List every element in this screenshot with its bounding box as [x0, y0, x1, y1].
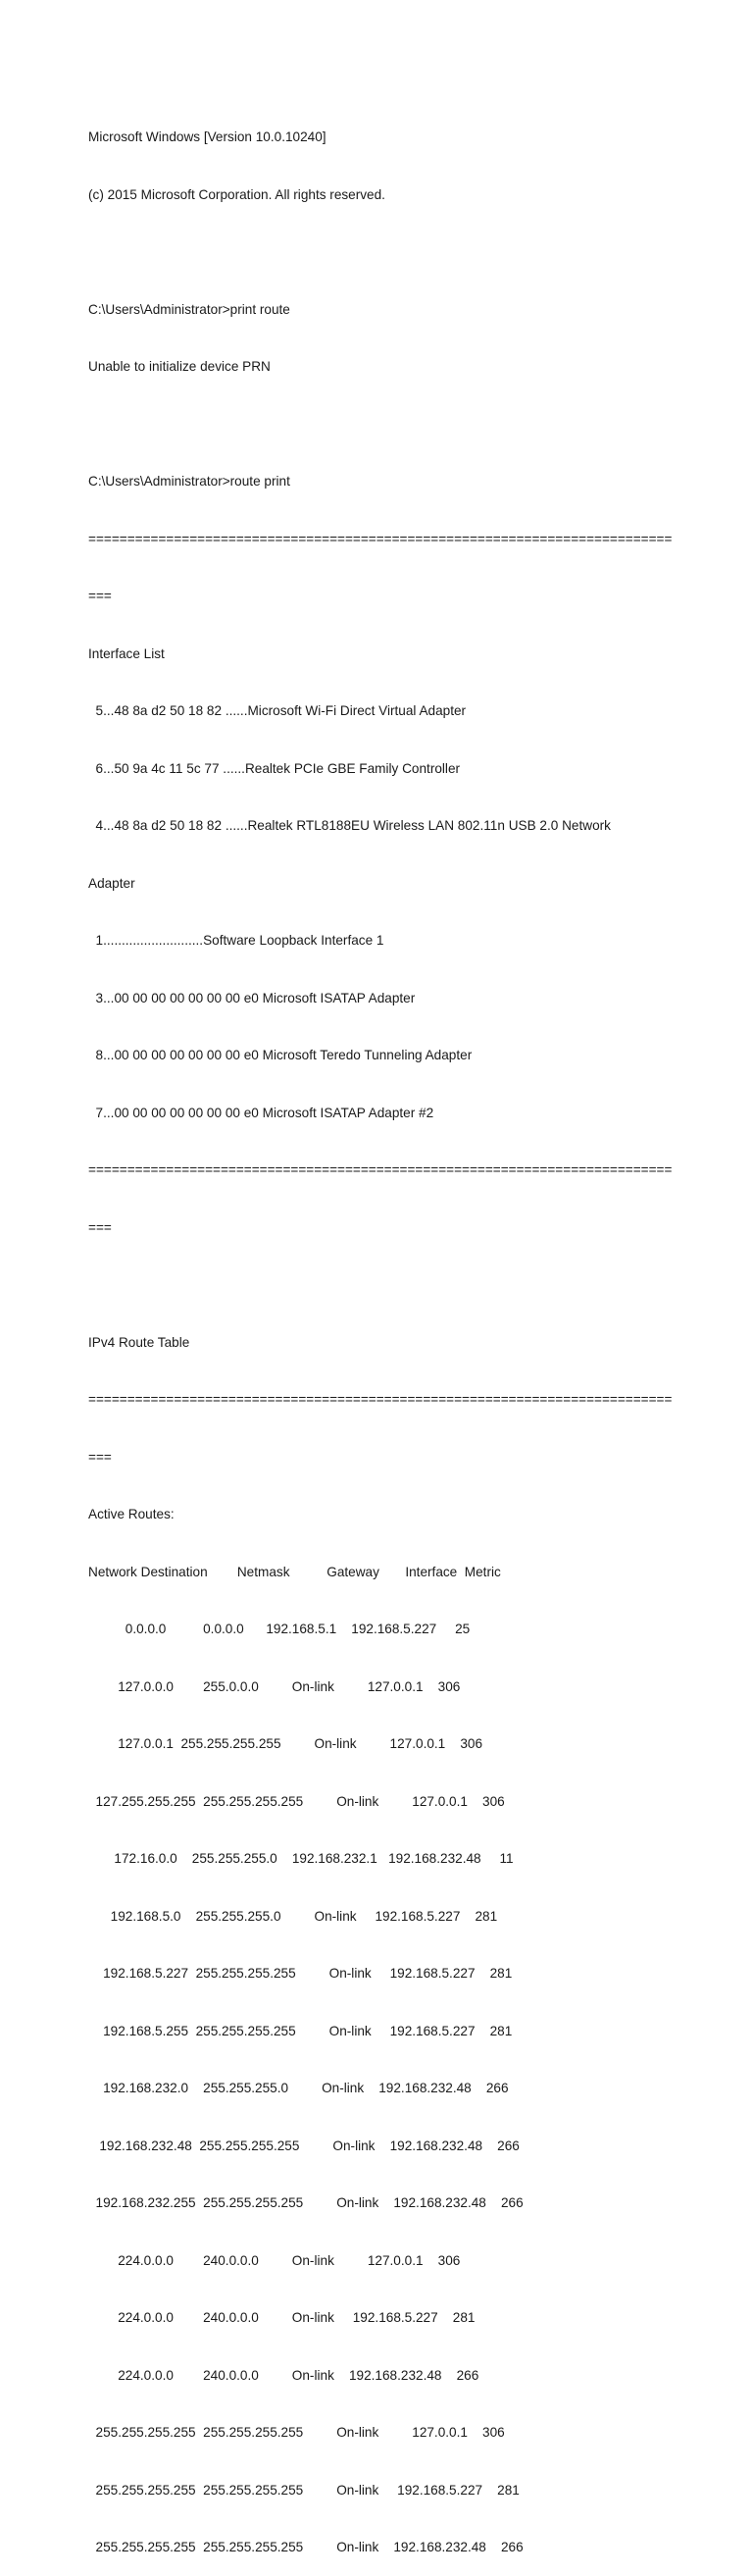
separator-line: ===========================================================================: [88, 1162, 673, 1177]
document-line: Microsoft Windows [Version 10.0.10240]: [88, 129, 326, 144]
route-row: 192.168.232.255 255.255.255.255 On-link 192.168.232.48 266: [88, 2195, 524, 2210]
document-line: [88, 242, 677, 262]
interface-entry: 1...........................Software Loopback Interface 1: [88, 933, 384, 948]
interface-entry: 7...00 00 00 00 00 00 00 e0 Microsoft ISATAP Adapter #2: [88, 1105, 434, 1120]
interface-entry: Adapter: [88, 875, 135, 891]
route-row: 192.168.5.0 255.255.255.0 On-link 192.168.5.227 281: [88, 1908, 498, 1924]
route-row: 224.0.0.0 240.0.0.0 On-link 192.168.232.48 266: [88, 2367, 479, 2383]
command-output-document: [88, 89, 677, 2576]
section-heading: Interface List: [88, 645, 165, 661]
section-heading: IPv4 Route Table: [88, 1334, 190, 1350]
separator-line: ===: [88, 589, 112, 603]
separator-line: ===========================================================================: [88, 1392, 673, 1407]
route-row: 172.16.0.0 255.255.255.0 192.168.232.1 192.168.232.48 11: [88, 1851, 514, 1866]
document-line: [88, 415, 677, 435]
separator-line: ===: [88, 1449, 112, 1465]
route-row: 192.168.232.48 255.255.255.255 On-link 192.168.232.48 266: [88, 2138, 520, 2153]
route-row: 0.0.0.0 0.0.0.0 192.168.5.1 192.168.5.227 25: [88, 1622, 471, 1636]
document-line: (c) 2015 Microsoft Corporation. All rights reserved.: [88, 186, 385, 202]
document-line: C:\Users\Administrator>route print: [88, 474, 290, 489]
interface-entry: 6...50 9a 4c 11 5c 77 ......Realtek PCIe GBE Family Controller: [88, 760, 461, 776]
route-row: 127.0.0.0 255.0.0.0 On-link 127.0.0.1 306: [88, 1678, 461, 1694]
route-row: 127.0.0.1 255.255.255.255 On-link 127.0.0.1 306: [88, 1736, 483, 1751]
route-row: 192.168.232.0 255.255.255.0 On-link 192.168.232.48 266: [88, 2081, 509, 2095]
separator-line: ===========================================================================: [88, 531, 673, 546]
route-row: 255.255.255.255 255.255.255.255 On-link 192.168.5.227 281: [88, 2482, 520, 2498]
document-line: C:\Users\Administrator>print route: [88, 301, 290, 317]
route-row: 255.255.255.255 255.255.255.255 On-link 192.168.232.48 266: [88, 2540, 524, 2554]
route-row: 192.168.5.227 255.255.255.255 On-link 192.168.5.227 281: [88, 1966, 513, 1981]
route-row: 127.255.255.255 255.255.255.255 On-link 127.0.0.1 306: [88, 1793, 505, 1809]
document-line: Unable to initialize device PRN: [88, 359, 271, 374]
separator-line: ===: [88, 1219, 112, 1235]
route-row: 192.168.5.255 255.255.255.255 On-link 192.168.5.227 281: [88, 2023, 513, 2038]
route-table-header: Network Destination Netmask Gateway Interface Metric: [88, 1564, 501, 1579]
document-line: [88, 1275, 677, 1295]
interface-entry: 4...48 8a d2 50 18 82 ......Realtek RTL8188EU Wireless LAN 802.11n USB 2.0 Network: [88, 818, 611, 833]
section-heading: Active Routes:: [88, 1507, 175, 1521]
route-row: 224.0.0.0 240.0.0.0 On-link 127.0.0.1 306: [88, 2252, 461, 2268]
interface-entry: 5...48 8a d2 50 18 82 ......Microsoft Wi-Fi Direct Virtual Adapter: [88, 703, 467, 718]
interface-entry: 3...00 00 00 00 00 00 00 e0 Microsoft ISATAP Adapter: [88, 990, 416, 1005]
route-row: 255.255.255.255 255.255.255.255 On-link 127.0.0.1 306: [88, 2425, 505, 2440]
interface-entry: 8...00 00 00 00 00 00 00 e0 Microsoft Teredo Tunneling Adapter: [88, 1048, 473, 1062]
route-row: 224.0.0.0 240.0.0.0 On-link 192.168.5.227 281: [88, 2310, 476, 2325]
